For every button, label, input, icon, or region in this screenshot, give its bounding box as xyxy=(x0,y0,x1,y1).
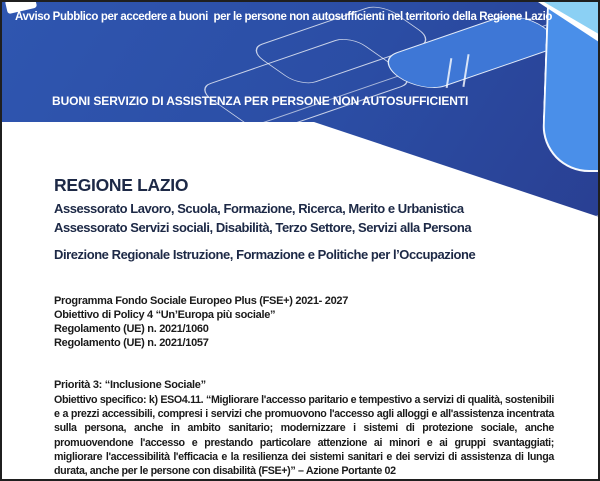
assessorato-line-2: Assessorato Servizi sociali, Disabilità, Terzo Settore, Servizi alla Persona xyxy=(54,219,472,235)
objective-paragraph: Obiettivo specifico: k) ESO4.11. “Migliorare l'accesso paritario e tempestivo a servizi di qualità, sostenibili e a prezzi accessibili, compresi i servizi che promuovono l'accesso agli alloggi e all'assistenza incentrata sulla persona, anche in ambito sanitario; modernizzare i sistemi di protezione sociale, anche promuovendone l'accesso e prestando particolare attenzione ai minori e ai gruppi svantaggiati; migliorare l'accessibilità l'efficacia e la resilienza dei sistemi sanitari e dei servizi di assistenza di lunga durata, anche per le persone con disabilità (FSE+)” – Azione Portante 02 xyxy=(54,394,554,478)
notice-title: Avviso Pubblico per accedere a buoni per le persone non autosufficienti nel territorio della Regione Lazio xyxy=(15,11,553,23)
programme-line-4: Regolamento (UE) n. 2021/1057 xyxy=(54,337,209,349)
assessorati-block xyxy=(54,200,471,237)
directorate-line: Direzione Regionale Istruzione, Formazione e Politiche per l’Occupazione xyxy=(54,247,476,262)
page-title: REGIONE LAZIO xyxy=(54,175,189,195)
banner-title: BUONI SERVIZIO DI ASSISTENZA PER PERSONE NON AUTOSUFFICIENTI xyxy=(52,94,469,108)
programme-line-1: Programma Fondo Sociale Europeo Plus (FSE+) 2021- 2027 xyxy=(54,295,349,307)
assessorato-line-1: Assessorato Lavoro, Scuola, Formazione, Ricerca, Merito e Urbanistica xyxy=(54,201,464,216)
priority-title: Priorità 3: “Inclusione Sociale” xyxy=(54,379,206,391)
programme-line-3: Regolamento (UE) n. 2021/1060 xyxy=(54,323,209,335)
programme-line-2: Obiettivo di Policy 4 “Un’Europa più sociale” xyxy=(54,309,276,321)
programme-block xyxy=(54,294,348,350)
